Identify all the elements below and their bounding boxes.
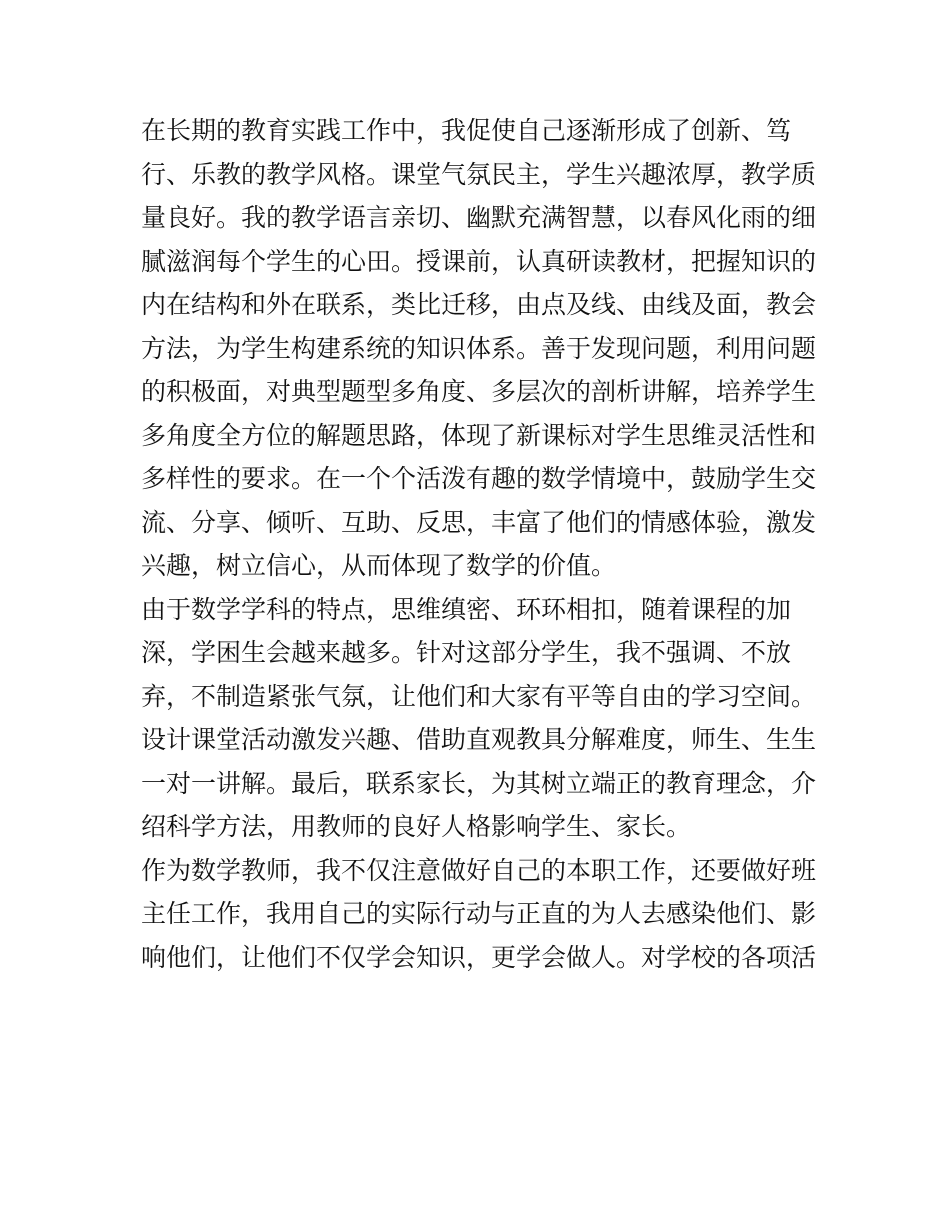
text-line: 方法，为学生构建系统的知识体系。善于发现问题，利用问题 [141, 333, 817, 363]
text-line: 作为数学教师，我不仅注意做好自己的本职工作，还要做好班 [141, 855, 817, 885]
text-line: 多角度全方位的解题思路，体现了新课标对学生思维灵活性和 [141, 420, 817, 450]
text-line: 由于数学学科的特点，思维缜密、环环相扣，随着课程的加 [141, 594, 792, 624]
text-line: 设计课堂活动激发兴趣、借助直观教具分解难度，师生、生生 [141, 725, 817, 754]
text-line: 腻滋润每个学生的心田。授课前，认真研读教材，把握知识的 [141, 246, 817, 276]
text-line: 绍科学方法，用教师的良好人格影响学生、家长。 [141, 812, 692, 841]
text-line: 量良好。我的教学语言亲切、幽默充满智慧，以春风化雨的细 [141, 203, 817, 232]
text-line: 主任工作，我用自己的实际行动与正直的为人去感染他们、影 [141, 899, 817, 928]
text-line: 响他们，让他们不仅学会知识，更学会做人。对学校的各项活 [141, 942, 817, 972]
text-line: 行、乐教的教学风格。课堂气氛民主，学生兴趣浓厚，教学质 [141, 159, 817, 189]
text-line: 一对一讲解。最后，联系家长，为其树立端正的教育理念，介 [141, 768, 817, 798]
body-text [141, 109, 817, 979]
text-line: 流、分享、倾听、互助、反思，丰富了他们的情感体验，激发 [141, 507, 817, 537]
text-line: 的积极面，对典型题型多角度、多层次的剖析讲解，培养学生 [141, 377, 817, 406]
text-line: 多样性的要求。在一个个活泼有趣的数学情境中，鼓励学生交 [141, 464, 817, 493]
text-line: 兴趣，树立信心，从而体现了数学的价值。 [141, 551, 617, 580]
text-line: 内在结构和外在联系，类比迁移，由点及线、由线及面，教会 [141, 290, 817, 319]
text-line: 弃，不制造紧张气氛，让他们和大家有平等自由的学习空间。 [141, 681, 817, 711]
text-line: 深，学困生会越来越多。针对这部分学生，我不强调、不放 [141, 638, 792, 667]
text-line: 在长期的教育实践工作中，我促使自己逐渐形成了创新、笃 [141, 116, 792, 145]
